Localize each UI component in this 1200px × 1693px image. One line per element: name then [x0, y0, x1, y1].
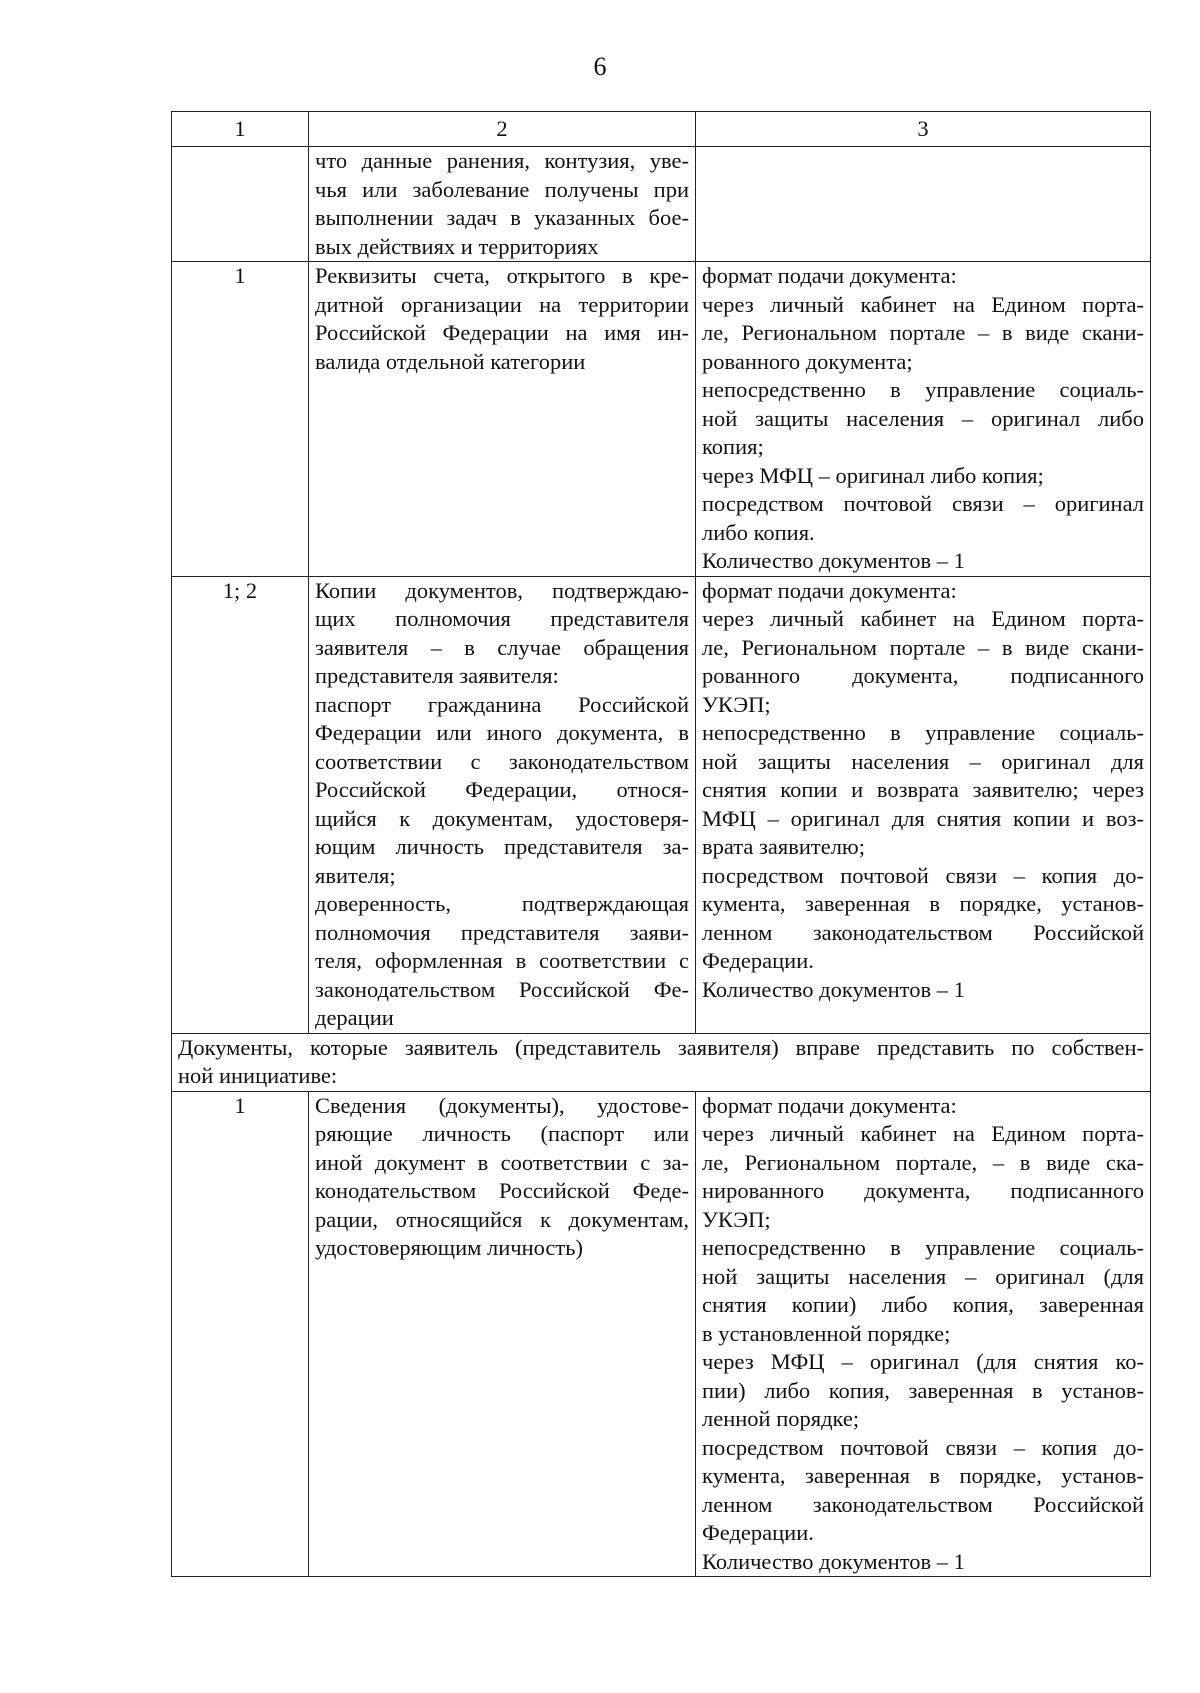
text-line: валида отдельной категории: [315, 348, 586, 374]
row-description-cell: [309, 576, 696, 1033]
text-line: удостоверяющим личность): [315, 1235, 583, 1260]
text-line: конодательством Российской Феде-: [315, 1178, 689, 1203]
text-line: рованного документа, подписанного: [702, 663, 1144, 688]
text-line: МФЦ – оригинал для снятия копии и воз-: [702, 805, 1144, 831]
text-line: представителя заявителя:: [315, 663, 559, 688]
text-line: вых действиях и территориях: [315, 233, 599, 259]
text-line: через личный кабинет на Едином порта-: [702, 606, 1144, 631]
text-line: Реквизиты счета, открытого в кре-: [315, 263, 689, 288]
text-line: щийся к документам, удостоверя-: [315, 805, 689, 831]
text-line: Российской Федерации, относя-: [315, 777, 689, 802]
text-line: Количество документов – 1: [702, 976, 965, 1002]
text-line: что данные ранения, контузия, уве-: [315, 148, 689, 173]
text-line: дитной организации на территории: [315, 291, 689, 317]
text-line: через личный кабинет на Едином порта-: [702, 291, 1144, 317]
text-line: ющим личность представителя за-: [315, 834, 689, 859]
row-number-cell: 1: [172, 1091, 309, 1577]
text-line: выполнении задач в указанных бое-: [315, 205, 689, 230]
table-header-row: [172, 112, 1151, 147]
text-line: ной инициативе:: [178, 1063, 338, 1088]
row-description-cell: [309, 1091, 696, 1577]
text-line: иной документ в соответствии с за-: [315, 1149, 689, 1175]
row-info-cell: [696, 147, 1151, 262]
text-line: чья или заболевание получены при: [315, 176, 689, 202]
text-line: либо копия.: [702, 519, 815, 545]
text-line: Количество документов – 1: [702, 548, 965, 573]
text-line: ле, Региональном портале, – в виде ска-: [702, 1149, 1144, 1175]
text-line: в установленной порядке;: [702, 1320, 951, 1346]
text-line: законодательством Российской Фе-: [315, 976, 689, 1002]
text-line: ряющие личность (паспорт или: [315, 1121, 689, 1146]
page-number: 6: [593, 52, 607, 81]
text-line: через личный кабинет на Едином порта-: [702, 1121, 1144, 1146]
row-info-cell: [696, 1091, 1151, 1577]
row-info-cell: [696, 576, 1151, 1033]
text-line: формат подачи документа:: [702, 1092, 957, 1118]
text-line: Количество документов – 1: [702, 1548, 965, 1574]
text-line: ленном законодательством Российской: [702, 919, 1144, 945]
text-line: Федерации или иного документа, в: [315, 720, 689, 745]
text-line: дерации: [315, 1005, 394, 1030]
row-info-cell: [696, 262, 1151, 577]
text-line: кумента, заверенная в порядке, установ-: [702, 1463, 1144, 1488]
table-row-continued: [172, 147, 1151, 262]
text-line: заявителя – в случае обращения: [315, 634, 689, 660]
text-line: паспорт гражданина Российской: [315, 691, 689, 717]
table-row-representative-documents: [172, 576, 1151, 1033]
table-section-heading-row: [172, 1033, 1151, 1091]
text-line: Копии документов, подтверждаю-: [315, 577, 689, 603]
text-line: рованного документа;: [702, 348, 913, 374]
text-line: снятия копии и возврата заявителю; через: [702, 777, 1144, 802]
column-header-2: 2: [309, 112, 696, 147]
row-number-cell: [172, 147, 309, 262]
text-line: пии) либо копия, заверенная в установ-: [702, 1377, 1144, 1403]
documents-table: [171, 111, 1151, 1577]
text-line: формат подачи документа:: [702, 263, 957, 288]
text-line: через МФЦ – оригинал либо копия;: [702, 462, 1044, 488]
column-header-3: 3: [696, 112, 1151, 147]
text-line: ле, Региональном портале – в виде скани-: [702, 320, 1144, 345]
text-line: непосредственно в управление социаль-: [702, 377, 1144, 402]
text-line: ной защиты населения – оригинал либо: [702, 405, 1144, 431]
text-line: ленной порядке;: [702, 1406, 860, 1431]
text-line: щих полномочия представителя: [315, 606, 689, 631]
text-line: УКЭП;: [702, 691, 771, 717]
text-line: ной защиты населения – оригинал (для: [702, 1263, 1144, 1289]
text-line: теля, оформленная в соответствии с: [315, 948, 689, 973]
text-line: рации, относящийся к документам,: [315, 1206, 689, 1232]
text-line: нированного документа, подписанного: [702, 1178, 1144, 1203]
text-line: копия;: [702, 434, 764, 459]
text-line: ной защиты населения – оригинал для: [702, 748, 1144, 774]
text-line: посредством почтовой связи – копия до-: [702, 862, 1144, 888]
text-line: Федерации.: [702, 1520, 814, 1545]
text-line: кумента, заверенная в порядке, установ-: [702, 891, 1144, 916]
text-line: формат подачи документа:: [702, 577, 957, 603]
text-line: УКЭП;: [702, 1206, 771, 1232]
section-heading: [172, 1033, 1151, 1091]
text-line: Федерации.: [702, 948, 814, 973]
text-line: Документы, которые заявитель (представитель заявителя) вправе представить по собствен-: [178, 1034, 1144, 1060]
text-line: непосредственно в управление социаль-: [702, 720, 1144, 745]
text-line: ле, Региональном портале – в виде скани-: [702, 634, 1144, 660]
text-line: соответствии с законодательством: [315, 748, 689, 774]
text-line: посредством почтовой связи – копия до-: [702, 1434, 1144, 1460]
text-line: Сведения (документы), удостове-: [315, 1092, 689, 1118]
row-number-cell: 1; 2: [172, 576, 309, 1033]
text-line: Российской Федерации на имя ин-: [315, 320, 689, 345]
row-description-cell: [309, 147, 696, 262]
row-number-cell: 1: [172, 262, 309, 577]
table-row-bank-details: [172, 262, 1151, 577]
column-header-1: 1: [172, 112, 309, 147]
text-line: полномочия представителя заяви-: [315, 919, 689, 945]
text-line: посредством почтовой связи – оригинал: [702, 491, 1144, 516]
text-line: непосредственно в управление социаль-: [702, 1235, 1144, 1260]
text-line: доверенность, подтверждающая: [315, 891, 689, 916]
text-line: врата заявителю;: [702, 834, 865, 859]
text-line: через МФЦ – оригинал (для снятия ко-: [702, 1349, 1144, 1374]
text-line: явителя;: [315, 862, 396, 888]
text-line: снятия копии) либо копия, заверенная: [702, 1292, 1144, 1317]
text-line: ленном законодательством Российской: [702, 1491, 1144, 1517]
table-row-identity-documents: [172, 1091, 1151, 1577]
row-description-cell: [309, 262, 696, 577]
